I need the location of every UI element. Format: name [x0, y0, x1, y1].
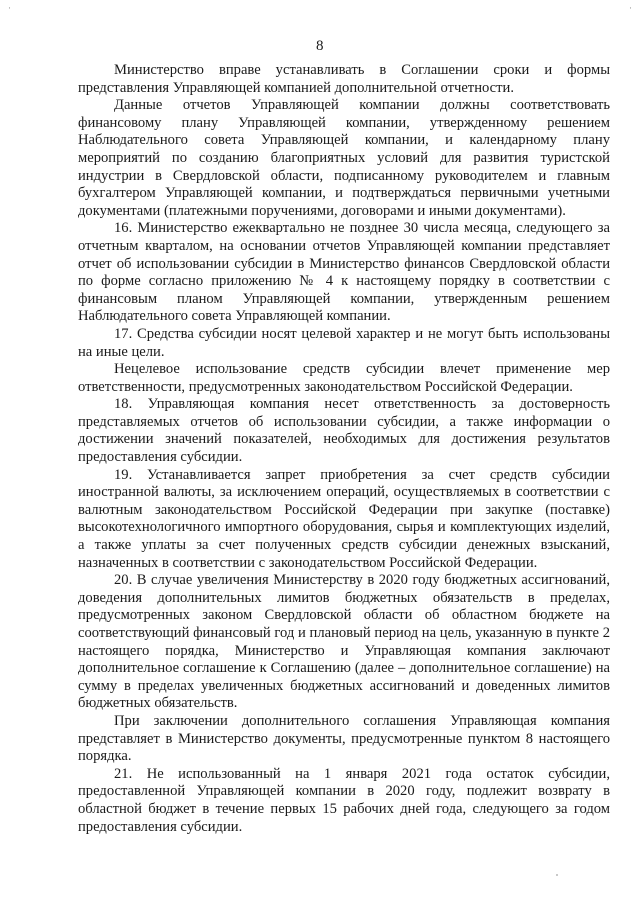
paragraph-item-17: 17. Средства субсидии носят целевой характер и не могут быть использованы на иные цели. — [78, 325, 610, 360]
paragraph: Министерство вправе устанавливать в Соглашении сроки и формы представления Управляющей компанией дополнительной отчетности. — [78, 62, 610, 96]
paragraph: При заключении дополнительного соглашения Управляющая компания представляет в Министерство документы, предусмотренные пунктом 8 настоящего порядка. — [78, 712, 610, 765]
scan-mark: · — [8, 3, 11, 13]
paragraph-item-21: 21. Не использованный на 1 января 2021 года остаток субсидии, предоставленной Управляющей компании в 2020 году, подлежит возврату в областной бюджет в течение первых 15 рабочих дней года, следующего за годом предоставления субсидии. — [78, 765, 610, 835]
paragraph-item-20: 20. В случае увеличения Министерству в 2020 году бюджетных ассигнований, доведения дополнительных лимитов бюджетных обязательств в пределах, предусмотренных законом Свердловской области об областном бюджете на соответствующий финансовый год и плановый период на цель, указанную в пункте 2 настоящего порядка, Министерство и Управляющая компания заключают дополнительное соглашение к Соглашению (далее – дополнительное соглашение) на сумму в пределах увеличенных бюджетных ассигнований и доведенных лимитов бюджетных обязательств. — [78, 572, 610, 712]
paragraph-item-16: 16. Министерство ежеквартально не позднее 30 числа месяца, следующего за отчетным кварталом, на основании отчетов Управляющей компании представляет отчет об использовании субсидии в Министерство финансов Свердловской области по форме согласно приложению № 4 к настоящему порядку в соответствии с финансовым планом Управляющей компании, утвержденным решением Наблюдательного совета Управляющей компании. — [78, 220, 610, 325]
scan-speck — [556, 874, 558, 876]
document-body — [78, 62, 610, 836]
paragraph: Данные отчетов Управляющей компании должны соответствовать финансовому плану Управляющей компании, утвержденному решением Наблюдательного совета Управляющей компании, и календарному плану мероприятий по созданию благоприятных условий для развития туристской индустрии в Свердловской области, подписанному руководителем и главным бухгалтером Управляющей компании, и подтверждаться первичными учетными документами (платежными поручениями, договорами и иными документами). — [78, 97, 610, 219]
page-number: 8 — [316, 38, 324, 54]
scan-mark: · — [629, 3, 632, 13]
paragraph-item-18: 18. Управляющая компания несет ответственность за достоверность представляемых отчетов об использовании субсидии, а также информации о достижении значений показателей, необходимых для достижения результатов предоставления субсидии. — [78, 396, 610, 466]
paragraph: Нецелевое использование средств субсидии влечет применение мер ответственности, предусмотренных законодательством Российской Федерации. — [78, 361, 610, 395]
paragraph-item-19: 19. Устанавливается запрет приобретения за счет средств субсидии иностранной валюты, за исключением операций, осуществляемых в соответствии с валютным законодательством Российской Федерации при закупке (поставке) высокотехнологичного импортного оборудования, сырья и комплектующих изделий, а также уплаты за счет полученных средств субсидии денежных взысканий, назначенных в соответствии с законодательством Российской Федерации. — [78, 466, 610, 571]
